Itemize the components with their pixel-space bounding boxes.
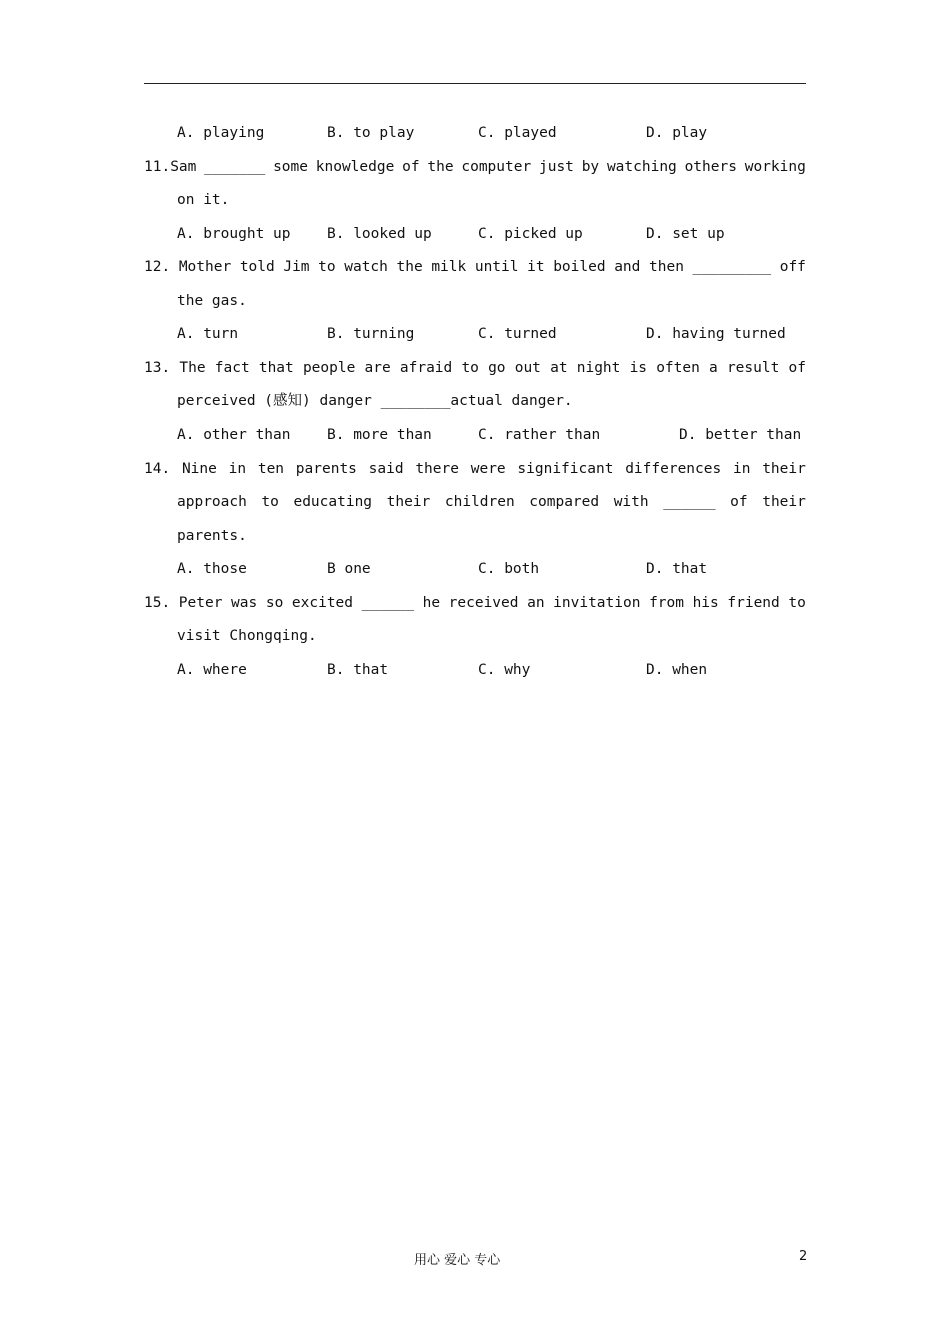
stem-word: in bbox=[228, 461, 247, 477]
stem-word: computer bbox=[461, 159, 532, 175]
option-d: D. having turned bbox=[646, 326, 786, 342]
q13-stem-line2: perceived (感知) danger ________actual danger. bbox=[177, 393, 573, 409]
q15-stem-line2: visit Chongqing. bbox=[177, 628, 317, 644]
stem-word: then bbox=[649, 259, 684, 275]
stem-word: _______ bbox=[204, 159, 266, 175]
q12-stem-line2: the gas. bbox=[177, 293, 247, 309]
stem-word: it bbox=[527, 259, 545, 275]
stem-word: Peter bbox=[178, 595, 223, 611]
stem-word: in bbox=[732, 461, 751, 477]
stem-word: boiled bbox=[553, 259, 606, 275]
stem-word: of bbox=[730, 494, 748, 510]
stem-word: watching bbox=[606, 159, 677, 175]
option-c: C. why bbox=[478, 662, 531, 678]
stem-word: a bbox=[709, 360, 718, 376]
option-a: A. those bbox=[177, 561, 247, 577]
stem-word: educating bbox=[293, 494, 373, 510]
stem-word: to bbox=[788, 595, 806, 611]
stem-word: their bbox=[762, 461, 806, 477]
option-d: D. play bbox=[646, 125, 708, 141]
stem-word: afraid bbox=[399, 360, 453, 376]
stem-word: said bbox=[368, 461, 404, 477]
stem-word: with bbox=[613, 494, 649, 510]
stem-word: there bbox=[415, 461, 459, 477]
q14-stem-line1 bbox=[144, 460, 806, 478]
stem-word: that bbox=[258, 360, 294, 376]
stem-word: ten bbox=[257, 461, 285, 477]
stem-word: knowledge bbox=[315, 159, 395, 175]
option-b: B one bbox=[327, 561, 371, 577]
header-rule bbox=[144, 83, 806, 84]
stem-word: children bbox=[444, 494, 515, 510]
footer-motto: 用心 爱心 专心 bbox=[414, 1253, 501, 1268]
stem-word: their bbox=[762, 494, 806, 510]
stem-word: result bbox=[726, 360, 780, 376]
stem-word: approach bbox=[177, 494, 247, 510]
stem-word: Jim bbox=[283, 259, 310, 275]
stem-word: their bbox=[386, 494, 431, 510]
option-b: B. looked up bbox=[327, 226, 432, 242]
option-c: C. rather than bbox=[478, 427, 601, 443]
stem-word: until bbox=[474, 259, 519, 275]
option-c: C. both bbox=[478, 561, 540, 577]
stem-word: he bbox=[422, 595, 441, 611]
stem-word: often bbox=[656, 360, 700, 376]
option-c: C. turned bbox=[478, 326, 557, 342]
option-a: A. turn bbox=[177, 326, 239, 342]
stem-word: of bbox=[402, 159, 420, 175]
stem-word: was bbox=[231, 595, 258, 611]
stem-word: at bbox=[550, 360, 568, 376]
stem-word: is bbox=[629, 360, 648, 376]
stem-word: the bbox=[427, 159, 454, 175]
stem-word: _________ bbox=[692, 259, 772, 275]
stem-word: friend bbox=[727, 595, 780, 611]
q12-stem-line1 bbox=[144, 258, 806, 276]
option-b: B. to play bbox=[327, 125, 415, 141]
stem-word: milk bbox=[431, 259, 467, 275]
stem-word: ______ bbox=[361, 595, 414, 611]
q14-stem-line3: parents. bbox=[177, 528, 247, 544]
q14-stem-line2 bbox=[177, 493, 806, 511]
stem-word: to bbox=[318, 259, 336, 275]
stem-word: night bbox=[576, 360, 621, 376]
stem-word: and bbox=[614, 259, 641, 275]
stem-word: 13. bbox=[144, 360, 171, 376]
stem-word: 11.Sam bbox=[144, 159, 197, 175]
stem-word: received bbox=[448, 595, 519, 611]
q11-stem-line1 bbox=[144, 158, 806, 176]
stem-word: of bbox=[788, 360, 806, 376]
option-d: D. set up bbox=[646, 226, 725, 242]
stem-word: off bbox=[779, 259, 806, 275]
option-d: D. that bbox=[646, 561, 708, 577]
stem-word: out bbox=[514, 360, 541, 376]
option-d: D. when bbox=[646, 662, 708, 678]
stem-word: Nine bbox=[181, 461, 217, 477]
stem-word: compared bbox=[529, 494, 600, 510]
stem-word: his bbox=[692, 595, 719, 611]
stem-word: some bbox=[273, 159, 308, 175]
stem-word: ______ bbox=[663, 494, 716, 510]
stem-word: to bbox=[261, 494, 279, 510]
stem-word: differences bbox=[625, 461, 722, 477]
stem-word: just bbox=[538, 159, 574, 175]
option-b: B. more than bbox=[327, 427, 432, 443]
option-c: C. picked up bbox=[478, 226, 583, 242]
stem-word: people bbox=[302, 360, 356, 376]
stem-word: invitation bbox=[553, 595, 641, 611]
option-d: D. better than bbox=[679, 427, 802, 443]
q15-stem-line1 bbox=[144, 594, 806, 612]
stem-word: go bbox=[488, 360, 506, 376]
option-b: B. turning bbox=[327, 326, 415, 342]
stem-word: fact bbox=[214, 360, 250, 376]
stem-word: 12. bbox=[144, 259, 171, 275]
page-number: 2 bbox=[799, 1249, 808, 1264]
stem-word: to bbox=[461, 360, 479, 376]
stem-word: from bbox=[649, 595, 684, 611]
stem-word: significant bbox=[517, 461, 614, 477]
stem-word: 14. bbox=[144, 461, 171, 477]
stem-word: so bbox=[265, 595, 284, 611]
stem-word: The bbox=[179, 360, 206, 376]
stem-word: excited bbox=[291, 595, 354, 611]
stem-word: were bbox=[470, 461, 506, 477]
option-a: A. playing bbox=[177, 125, 265, 141]
option-a: A. where bbox=[177, 662, 247, 678]
option-b: B. that bbox=[327, 662, 389, 678]
stem-word: others bbox=[684, 159, 737, 175]
option-c: C. played bbox=[478, 125, 557, 141]
stem-word: by bbox=[581, 159, 600, 175]
q11-stem-line2: on it. bbox=[177, 192, 230, 208]
stem-word: Mother bbox=[178, 259, 232, 275]
stem-word: watch bbox=[344, 259, 388, 275]
stem-word: told bbox=[239, 259, 275, 275]
stem-word: are bbox=[364, 360, 391, 376]
stem-word: the bbox=[396, 259, 423, 275]
option-a: A. brought up bbox=[177, 226, 291, 242]
stem-word: 15. bbox=[144, 595, 171, 611]
q13-stem-line1 bbox=[144, 359, 806, 377]
option-a: A. other than bbox=[177, 427, 291, 443]
stem-word: an bbox=[527, 595, 545, 611]
stem-word: working bbox=[744, 159, 806, 175]
stem-word: parents bbox=[295, 461, 357, 477]
